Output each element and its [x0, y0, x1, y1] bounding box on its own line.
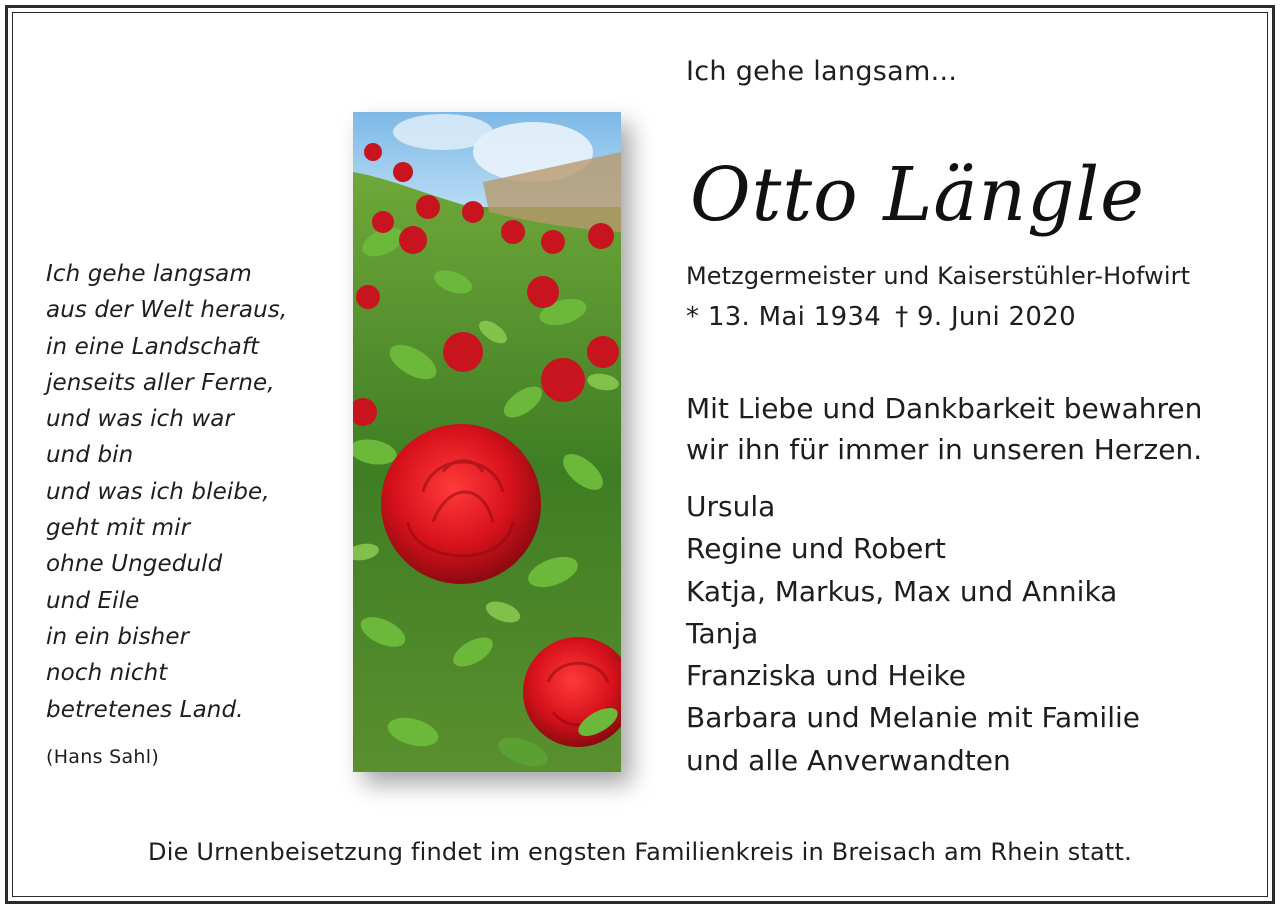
- motto: Ich gehe langsam...: [686, 56, 958, 87]
- mourners-list: [686, 486, 1140, 782]
- birth-date: * 13. Mai 1934: [686, 302, 882, 332]
- dedication-line: Mit Liebe und Dankbarkeit bewahren: [686, 392, 1203, 425]
- mourner: Franziska und Heike: [686, 659, 966, 693]
- poem-line: in eine Landschaft: [46, 333, 260, 360]
- poem-line: und was ich war: [46, 406, 235, 433]
- poem-line: betretenes Land.: [46, 696, 244, 723]
- poem-line: und was ich bleibe,: [46, 478, 270, 505]
- dedication-line: wir ihn für immer in unseren Herzen.: [686, 433, 1203, 466]
- mourner: und alle Anverwandten: [686, 743, 1011, 777]
- death-date: † 9. Juni 2020: [895, 302, 1076, 332]
- poem-line: und bin: [46, 442, 134, 469]
- poem-line: aus der Welt heraus,: [46, 297, 288, 324]
- deceased-name: Otto Längle: [690, 152, 1145, 238]
- poem-line: jenseits aller Ferne,: [46, 369, 275, 396]
- poem-line: und Eile: [46, 587, 140, 614]
- poem-line: ohne Ungeduld: [46, 551, 223, 578]
- mourner: Tanja: [686, 616, 759, 650]
- deceased-profession: Metzgermeister und Kaiserstühler-Hofwirt: [686, 262, 1191, 290]
- mourner: Regine und Robert: [686, 532, 946, 566]
- mourner: Barbara und Melanie mit Familie: [686, 701, 1140, 735]
- life-dates: [686, 302, 1076, 332]
- poem-line: geht mit mir: [46, 515, 191, 542]
- poem-line: in ein bisher: [46, 623, 190, 650]
- mourner: Ursula: [686, 490, 776, 523]
- red-roses-photo: [353, 112, 621, 772]
- dedication: [686, 388, 1202, 470]
- poem: [46, 256, 336, 728]
- burial-notice: Die Urnenbeisetzung findet im engsten Familienkreis in Breisach am Rhein statt.: [148, 838, 1132, 866]
- mourner: Katja, Markus, Max und Annika: [686, 574, 1118, 608]
- poem-author: (Hans Sahl): [46, 746, 160, 768]
- poem-line: Ich gehe langsam: [46, 261, 252, 287]
- poem-line: noch nicht: [46, 660, 168, 687]
